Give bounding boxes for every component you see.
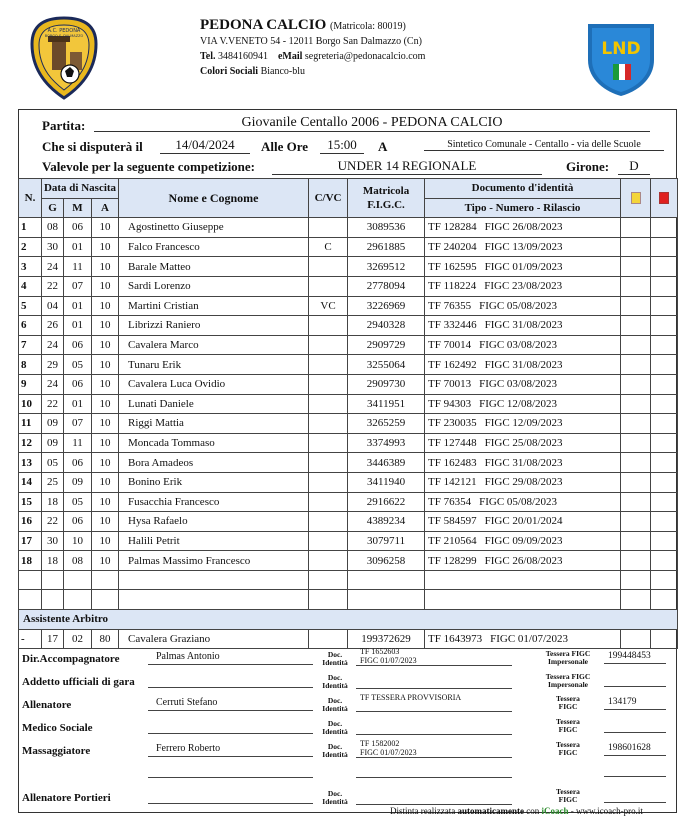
yellow-card-cell bbox=[621, 374, 651, 394]
birth-day: 09 bbox=[42, 433, 64, 453]
captain-flag bbox=[309, 453, 348, 473]
tessera-figc-label: Tessera FIGC bbox=[556, 740, 580, 757]
competition-label: Valevole per la seguente competizione: bbox=[42, 159, 256, 174]
player-matricola: 2940328 bbox=[348, 316, 425, 336]
player-name: Martini Cristian bbox=[119, 296, 309, 316]
player-number: 5 bbox=[19, 296, 42, 316]
red-card-cell bbox=[651, 257, 678, 277]
player-matricola: 3374993 bbox=[348, 433, 425, 453]
club-logo bbox=[30, 16, 98, 100]
yellow-card-cell bbox=[621, 531, 651, 551]
player-number: 15 bbox=[19, 492, 42, 512]
player-name: Librizzi Raniero bbox=[119, 316, 309, 336]
staff-name-portieri bbox=[148, 790, 313, 804]
lnd-logo bbox=[584, 20, 658, 98]
birth-day: 18 bbox=[42, 551, 64, 571]
player-document: TF 128284 FIGC 26/08/2023 bbox=[425, 218, 621, 238]
captain-flag bbox=[309, 257, 348, 277]
doc-id-label: Doc. Identità bbox=[322, 650, 348, 667]
birth-day: 24 bbox=[42, 335, 64, 355]
player-name: Cavalera Luca Ovidio bbox=[119, 374, 309, 394]
player-document: TF 1643973 FIGC 01/07/2023 bbox=[425, 629, 621, 649]
player-document: TF 584597 FIGC 20/01/2024 bbox=[425, 512, 621, 532]
yellow-card-icon bbox=[621, 179, 651, 218]
assistant-section-row bbox=[19, 610, 678, 630]
club-address: VIA V.VENETO 54 - 12011 Borgo San Dalmazzo (Cn) bbox=[200, 36, 422, 47]
player-matricola: 3089536 bbox=[348, 218, 425, 238]
red-card-cell bbox=[651, 355, 678, 375]
assistant-section-title: Assistente Arbitro bbox=[19, 610, 678, 630]
player-matricola: 3265259 bbox=[348, 414, 425, 434]
birth-year: 10 bbox=[92, 237, 119, 257]
birth-month: 06 bbox=[64, 453, 92, 473]
player-document: TF 162492 FIGC 31/08/2023 bbox=[425, 355, 621, 375]
player-row bbox=[19, 472, 678, 492]
player-document: TF 76354 FIGC 05/08/2023 bbox=[425, 492, 621, 512]
player-document: TF 127448 FIGC 25/08/2023 bbox=[425, 433, 621, 453]
player-matricola: 3079711 bbox=[348, 531, 425, 551]
birth-month: 07 bbox=[64, 276, 92, 296]
header-name: Nome e Cognome bbox=[119, 179, 309, 218]
birth-day: 22 bbox=[42, 276, 64, 296]
birth-month: 11 bbox=[64, 257, 92, 277]
player-matricola: 3411951 bbox=[348, 394, 425, 414]
staff-label-massaggiatore: Massaggiatore bbox=[22, 745, 91, 757]
red-card-cell bbox=[651, 512, 678, 532]
birth-month: 02 bbox=[64, 629, 92, 649]
yellow-card-cell bbox=[621, 433, 651, 453]
birth-month: 06 bbox=[64, 512, 92, 532]
captain-flag bbox=[309, 629, 348, 649]
tel-label: Tel. bbox=[200, 51, 216, 62]
red-card-cell bbox=[651, 296, 678, 316]
birth-month: 09 bbox=[64, 472, 92, 492]
birth-month: 10 bbox=[64, 531, 92, 551]
player-row bbox=[19, 433, 678, 453]
header-number: N. bbox=[19, 179, 42, 218]
birth-day: 22 bbox=[42, 394, 64, 414]
captain-flag: C bbox=[309, 237, 348, 257]
birth-year: 10 bbox=[92, 257, 119, 277]
player-row bbox=[19, 257, 678, 277]
red-card-cell bbox=[651, 316, 678, 336]
player-document: TF 94303 FIGC 12/08/2023 bbox=[425, 394, 621, 414]
birth-year: 10 bbox=[92, 551, 119, 571]
player-name: Moncada Tommaso bbox=[119, 433, 309, 453]
player-name: Bora Amadeos bbox=[119, 453, 309, 473]
birth-day: 05 bbox=[42, 453, 64, 473]
player-row bbox=[19, 296, 678, 316]
player-number: 4 bbox=[19, 276, 42, 296]
header-month: M bbox=[64, 198, 92, 218]
player-row bbox=[19, 492, 678, 512]
tessera-figc-label: Tessera FIGC bbox=[556, 717, 580, 734]
birth-day: 24 bbox=[42, 257, 64, 277]
player-name: Cavalera Graziano bbox=[119, 629, 309, 649]
player-name: Cavalera Marco bbox=[119, 335, 309, 355]
red-card-cell bbox=[651, 472, 678, 492]
birth-day: 22 bbox=[42, 512, 64, 532]
red-card-cell bbox=[651, 237, 678, 257]
svg-text:BORGO S. DALMAZZO: BORGO S. DALMAZZO bbox=[44, 34, 84, 38]
birth-year: 10 bbox=[92, 335, 119, 355]
player-number: 14 bbox=[19, 472, 42, 492]
staff-label-allenatore: Allenatore bbox=[22, 699, 72, 711]
birth-month: 08 bbox=[64, 551, 92, 571]
staff-tessera-allenatore: 134179 bbox=[604, 697, 666, 710]
svg-text:A.C. PEDONA: A.C. PEDONA bbox=[47, 28, 81, 34]
date-value: 14/04/2024 bbox=[160, 137, 250, 154]
red-card-cell bbox=[651, 531, 678, 551]
staff-document-massaggiatore: TF 1582002 FIGC 01/07/2023 bbox=[356, 739, 512, 758]
yellow-card-cell bbox=[621, 218, 651, 238]
yellow-card-cell bbox=[621, 296, 651, 316]
club-tel: 3484160941 bbox=[217, 51, 268, 62]
players-table bbox=[18, 178, 678, 649]
staff-label-addetto: Addetto ufficiali di gara bbox=[22, 676, 135, 688]
tessera-impersonale-label: Tessera FIGC Impersonale bbox=[545, 672, 591, 689]
red-card-cell bbox=[651, 276, 678, 296]
red-card-cell bbox=[651, 492, 678, 512]
birth-year: 10 bbox=[92, 531, 119, 551]
birth-day: 26 bbox=[42, 316, 64, 336]
birth-year: 10 bbox=[92, 218, 119, 238]
birth-year: 10 bbox=[92, 433, 119, 453]
player-row bbox=[19, 394, 678, 414]
player-name: Barale Matteo bbox=[119, 257, 309, 277]
tessera-figc-label: Tessera FIGC bbox=[556, 787, 580, 804]
player-document: TF 210564 FIGC 09/09/2023 bbox=[425, 531, 621, 551]
tessera-impersonale-label: Tessera FIGC Impersonale bbox=[545, 649, 591, 666]
staff-tessera-portieri bbox=[604, 790, 666, 803]
player-number: 13 bbox=[19, 453, 42, 473]
club-matricola: (Matricola: 80019) bbox=[330, 21, 406, 32]
club-name: PEDONA CALCIO bbox=[200, 17, 327, 33]
blank-line bbox=[148, 764, 313, 778]
header-year: A bbox=[92, 198, 119, 218]
birth-day: 17 bbox=[42, 629, 64, 649]
player-matricola: 2909730 bbox=[348, 374, 425, 394]
red-card-cell bbox=[651, 551, 678, 571]
player-matricola: 3269512 bbox=[348, 257, 425, 277]
birth-year: 10 bbox=[92, 316, 119, 336]
player-matricola: 2909729 bbox=[348, 335, 425, 355]
player-document: TF 76355 FIGC 05/08/2023 bbox=[425, 296, 621, 316]
player-matricola: 4389234 bbox=[348, 512, 425, 532]
place-value: Sintetico Comunale - Centallo - via delle Scuole bbox=[424, 139, 664, 151]
player-row bbox=[19, 374, 678, 394]
date-label: Che si disputerà il bbox=[42, 139, 143, 154]
player-number: 16 bbox=[19, 512, 42, 532]
staff-document-addetto bbox=[356, 670, 512, 689]
staff-tessera-medico bbox=[604, 720, 666, 733]
player-matricola: 2778094 bbox=[348, 276, 425, 296]
yellow-card-cell bbox=[621, 414, 651, 434]
player-document: TF 118224 FIGC 23/08/2023 bbox=[425, 276, 621, 296]
yellow-card-cell bbox=[621, 237, 651, 257]
club-info bbox=[200, 18, 425, 79]
girone-value: D bbox=[618, 158, 650, 175]
player-name: Fusacchia Francesco bbox=[119, 492, 309, 512]
player-matricola: 3096258 bbox=[348, 551, 425, 571]
red-card-cell bbox=[651, 629, 678, 649]
birth-month: 05 bbox=[64, 355, 92, 375]
birth-month: 07 bbox=[64, 414, 92, 434]
email-label: eMail bbox=[277, 51, 303, 62]
staff-name-medico bbox=[148, 720, 313, 734]
yellow-card-cell bbox=[621, 316, 651, 336]
red-card-cell bbox=[651, 433, 678, 453]
captain-flag bbox=[309, 355, 348, 375]
player-matricola: 3411940 bbox=[348, 472, 425, 492]
blank-line bbox=[356, 768, 512, 778]
player-name: Agostinetto Giuseppe bbox=[119, 218, 309, 238]
birth-month: 06 bbox=[64, 374, 92, 394]
staff-name-allenatore: Cerruti Stefano bbox=[148, 697, 313, 711]
time-label: Alle Ore bbox=[261, 139, 309, 154]
player-matricola: 2916622 bbox=[348, 492, 425, 512]
player-name: Riggi Mattia bbox=[119, 414, 309, 434]
birth-day: 30 bbox=[42, 531, 64, 551]
captain-flag bbox=[309, 374, 348, 394]
doc-id-label: Doc. Identità bbox=[322, 742, 348, 759]
birth-year: 10 bbox=[92, 512, 119, 532]
birth-year: 10 bbox=[92, 355, 119, 375]
player-document: TF 142121 FIGC 29/08/2023 bbox=[425, 472, 621, 492]
captain-flag bbox=[309, 433, 348, 453]
player-number: - bbox=[19, 629, 42, 649]
header-day: G bbox=[42, 198, 64, 218]
assistant-row bbox=[19, 629, 678, 649]
staff-name-massaggiatore: Ferrero Roberto bbox=[148, 743, 313, 757]
captain-flag bbox=[309, 512, 348, 532]
player-document: TF 332446 FIGC 31/08/2023 bbox=[425, 316, 621, 336]
yellow-card-cell bbox=[621, 453, 651, 473]
player-number: 1 bbox=[19, 218, 42, 238]
red-card-cell bbox=[651, 394, 678, 414]
staff-tessera-dir: 199448453 bbox=[604, 651, 666, 664]
player-name: Sardi Lorenzo bbox=[119, 276, 309, 296]
player-row bbox=[19, 355, 678, 375]
yellow-card-cell bbox=[621, 551, 651, 571]
yellow-card-cell bbox=[621, 257, 651, 277]
player-row bbox=[19, 237, 678, 257]
captain-flag bbox=[309, 316, 348, 336]
staff-document-portieri bbox=[356, 786, 512, 805]
birth-year: 10 bbox=[92, 374, 119, 394]
birth-month: 01 bbox=[64, 237, 92, 257]
player-row bbox=[19, 218, 678, 238]
player-row bbox=[19, 335, 678, 355]
yellow-card-cell bbox=[621, 276, 651, 296]
player-number: 8 bbox=[19, 355, 42, 375]
competition-value: UNDER 14 REGIONALE bbox=[272, 158, 542, 175]
birth-day: 04 bbox=[42, 296, 64, 316]
captain-flag bbox=[309, 472, 348, 492]
player-name: Bonino Erik bbox=[119, 472, 309, 492]
captain-flag bbox=[309, 394, 348, 414]
player-document: TF 230035 FIGC 12/09/2023 bbox=[425, 414, 621, 434]
red-card-cell bbox=[651, 218, 678, 238]
player-matricola: 199372629 bbox=[348, 629, 425, 649]
birth-day: 08 bbox=[42, 218, 64, 238]
staff-tessera-addetto bbox=[604, 674, 666, 687]
player-document: TF 240204 FIGC 13/09/2023 bbox=[425, 237, 621, 257]
doc-id-label: Doc. Identità bbox=[322, 719, 348, 736]
blank-line bbox=[604, 764, 666, 777]
staff-name-addetto bbox=[148, 674, 313, 688]
player-matricola: 3255064 bbox=[348, 355, 425, 375]
player-matricola: 3226969 bbox=[348, 296, 425, 316]
birth-day: 30 bbox=[42, 237, 64, 257]
place-label: A bbox=[378, 139, 388, 154]
captain-flag bbox=[309, 492, 348, 512]
birth-day: 29 bbox=[42, 355, 64, 375]
player-matricola: 3446389 bbox=[348, 453, 425, 473]
captain-flag bbox=[309, 551, 348, 571]
colors-label: Colori Sociali bbox=[200, 66, 259, 77]
red-card-cell bbox=[651, 453, 678, 473]
player-number: 3 bbox=[19, 257, 42, 277]
yellow-card-cell bbox=[621, 629, 651, 649]
player-name: Palmas Massimo Francesco bbox=[119, 551, 309, 571]
player-number: 12 bbox=[19, 433, 42, 453]
doc-id-label: Doc. Identità bbox=[322, 696, 348, 713]
captain-flag bbox=[309, 335, 348, 355]
birth-day: 09 bbox=[42, 414, 64, 434]
player-name: Tunaru Erik bbox=[119, 355, 309, 375]
birth-year: 80 bbox=[92, 629, 119, 649]
player-row bbox=[19, 531, 678, 551]
birth-month: 06 bbox=[64, 335, 92, 355]
player-document: TF 162483 FIGC 31/08/2023 bbox=[425, 453, 621, 473]
partita-label: Partita: bbox=[42, 118, 86, 133]
player-number: 11 bbox=[19, 414, 42, 434]
player-number: 17 bbox=[19, 531, 42, 551]
captain-flag bbox=[309, 218, 348, 238]
players-body bbox=[19, 218, 678, 649]
player-document: TF 70013 FIGC 03/08/2023 bbox=[425, 374, 621, 394]
player-number: 2 bbox=[19, 237, 42, 257]
red-card-icon bbox=[651, 179, 678, 218]
player-document: TF 128299 FIGC 26/08/2023 bbox=[425, 551, 621, 571]
player-number: 18 bbox=[19, 551, 42, 571]
birth-year: 10 bbox=[92, 414, 119, 434]
player-document: TF 162595 FIGC 01/09/2023 bbox=[425, 257, 621, 277]
time-value: 15:00 bbox=[320, 137, 364, 154]
captain-flag bbox=[309, 414, 348, 434]
partita-value: Giovanile Centallo 2006 - PEDONA CALCIO bbox=[94, 115, 650, 132]
player-number: 7 bbox=[19, 335, 42, 355]
svg-text:LND: LND bbox=[601, 39, 641, 59]
doc-id-label: Doc. Identità bbox=[322, 673, 348, 690]
girone-label: Girone: bbox=[566, 159, 610, 174]
birth-month: 05 bbox=[64, 492, 92, 512]
player-number: 9 bbox=[19, 374, 42, 394]
red-card-cell bbox=[651, 414, 678, 434]
staff-label-medico: Medico Sociale bbox=[22, 722, 93, 734]
yellow-card-cell bbox=[621, 355, 651, 375]
header-birth: Data di Nascita bbox=[42, 179, 119, 199]
header-matricola: Matricola F.I.G.C. bbox=[348, 179, 425, 218]
player-number: 6 bbox=[19, 316, 42, 336]
club-email: segreteria@pedonacalcio.com bbox=[304, 51, 426, 62]
header-cvc: C/VC bbox=[309, 179, 348, 218]
yellow-card-cell bbox=[621, 492, 651, 512]
footer-credit: Distinta realizzata automaticamente con iCoach - www.icoach-pro.it bbox=[390, 806, 643, 816]
birth-month: 01 bbox=[64, 296, 92, 316]
player-row bbox=[19, 551, 678, 571]
yellow-card-cell bbox=[621, 394, 651, 414]
staff-document-dir: TF 1652603 FIGC 01/07/2023 bbox=[356, 647, 512, 666]
birth-year: 10 bbox=[92, 453, 119, 473]
player-row bbox=[19, 316, 678, 336]
player-matricola: 2961885 bbox=[348, 237, 425, 257]
captain-flag: VC bbox=[309, 296, 348, 316]
player-name: Falco Francesco bbox=[119, 237, 309, 257]
staff-tessera-massaggiatore: 198601628 bbox=[604, 743, 666, 756]
birth-year: 10 bbox=[92, 296, 119, 316]
club-colors: Bianco-blu bbox=[260, 66, 305, 77]
yellow-card-cell bbox=[621, 472, 651, 492]
staff-label-dir: Dir.Accompagnatore bbox=[22, 653, 120, 665]
birth-year: 10 bbox=[92, 492, 119, 512]
header-document: Documento d'identità bbox=[425, 179, 621, 199]
empty-row bbox=[19, 570, 678, 590]
staff-name-dir: Palmas Antonio bbox=[148, 651, 313, 665]
birth-year: 10 bbox=[92, 472, 119, 492]
player-name: Lunati Daniele bbox=[119, 394, 309, 414]
tessera-figc-label: Tessera FIGC bbox=[556, 694, 580, 711]
yellow-card-cell bbox=[621, 335, 651, 355]
birth-year: 10 bbox=[92, 276, 119, 296]
birth-day: 18 bbox=[42, 492, 64, 512]
captain-flag bbox=[309, 276, 348, 296]
player-number: 10 bbox=[19, 394, 42, 414]
header-document-detail: Tipo - Numero - Rilascio bbox=[425, 198, 621, 218]
birth-month: 11 bbox=[64, 433, 92, 453]
staff-label-portieri: Allenatore Portieri bbox=[22, 792, 111, 804]
staff-document-medico bbox=[356, 716, 512, 735]
doc-id-label: Doc. Identità bbox=[322, 789, 348, 806]
birth-day: 24 bbox=[42, 374, 64, 394]
player-document: TF 70014 FIGC 03/08/2023 bbox=[425, 335, 621, 355]
birth-month: 01 bbox=[64, 394, 92, 414]
yellow-card-cell bbox=[621, 512, 651, 532]
player-row bbox=[19, 453, 678, 473]
birth-year: 10 bbox=[92, 394, 119, 414]
birth-month: 06 bbox=[64, 218, 92, 238]
staff-document-allenatore: TF TESSERA PROVVISORIA bbox=[356, 693, 512, 712]
birth-day: 25 bbox=[42, 472, 64, 492]
empty-row bbox=[19, 590, 678, 610]
player-name: Hysa Rafaelo bbox=[119, 512, 309, 532]
player-row bbox=[19, 276, 678, 296]
player-name: Halili Petrit bbox=[119, 531, 309, 551]
birth-month: 01 bbox=[64, 316, 92, 336]
red-card-cell bbox=[651, 374, 678, 394]
captain-flag bbox=[309, 531, 348, 551]
red-card-cell bbox=[651, 335, 678, 355]
player-row bbox=[19, 414, 678, 434]
player-row bbox=[19, 512, 678, 532]
